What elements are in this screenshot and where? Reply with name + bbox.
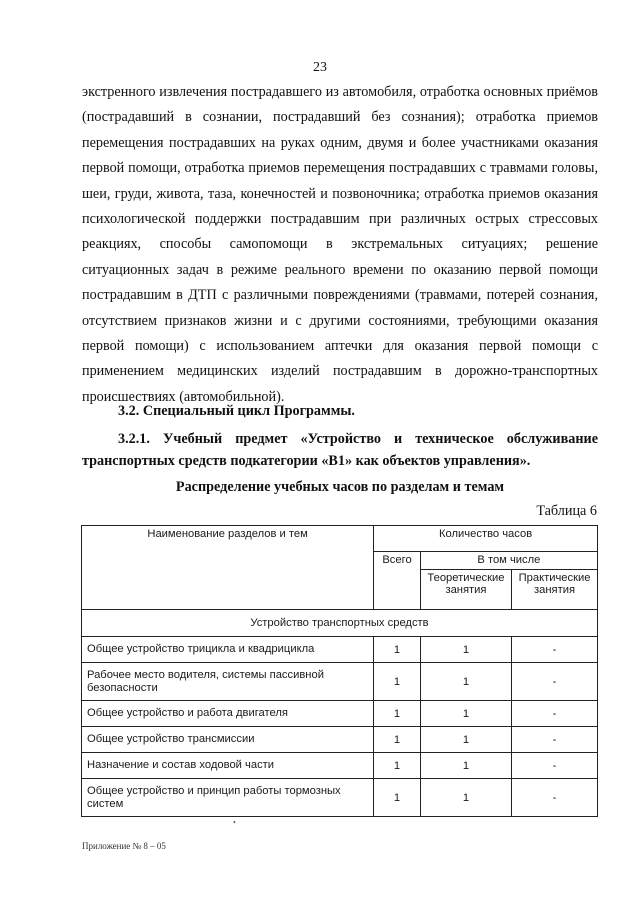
section-heading: 3.2. Специальный цикл Программы. [118,403,355,419]
row-practice: - [512,779,598,817]
row-practice: - [512,753,598,779]
page-number: 23 [313,60,327,75]
row-theory: 1 [420,779,511,817]
row-name: Общее устройство трицикла и квадрицикла [82,637,374,663]
row-theory: 1 [420,727,511,753]
body-paragraph: экстренного извлечения пострадавшего из автомобиля, отработка основных приёмов (пострадавший в сознании, пострадавший без сознания); отработка приемов перемещения пострадавших на руках одним, двумя и более участниками оказания первой помощи, отработка приемов перемещения пострадавших с травмами головы, шеи, груди, живота, таза, конечностей и позвоночника; отработка приемов оказания психологической поддержки пострадавшим при различных острых стрессовых реакциях, способы самопомощи в экстремальных ситуациях; решение ситуационных задач в режиме реального времени по оказанию первой помощи пострадавшим в ДТП с различными повреждениями (травмами, потерей сознания, отсутствием признаков жизни и с другими состояниями, требующими оказания первой помощи) с использованием аптечки для оказания первой помощи с применением медицинских изделий пострадавшим в дорожно-транспортных происшествиях (автомобильной). [82,84,598,405]
row-practice: - [512,727,598,753]
row-name: Общее устройство трансмиссии [82,727,374,753]
row-theory: 1 [420,663,511,701]
row-total: 1 [374,701,421,727]
header-quantity: Количество часов [374,526,598,552]
row-practice: - [512,637,598,663]
row-practice: - [512,701,598,727]
header-total: Всего [374,552,421,610]
row-theory: 1 [420,701,511,727]
header-practice: Практические занятия [512,570,598,610]
row-total: 1 [374,663,421,701]
row-total: 1 [374,779,421,817]
row-name: Рабочее место водителя, системы пассивной безопасности [82,663,374,701]
row-name: Назначение и состав ходовой части [82,753,374,779]
table-row [82,753,598,779]
hours-table [81,525,598,817]
table-row [82,779,598,817]
page-footer: Приложение № 8 – 05 [82,841,166,851]
row-practice: - [512,663,598,701]
table-title: Распределение учебных часов по разделам и темам [175,479,505,495]
row-total: 1 [374,727,421,753]
table-caption: Таблица 6 [536,503,597,519]
header-name: Наименование разделов и тем [82,526,374,610]
table-row [82,701,598,727]
header-theory: Теоретические занятия [420,570,511,610]
row-total: 1 [374,637,421,663]
table-row [82,727,598,753]
table-row [82,637,598,663]
subject-heading: 3.2.1. Учебный предмет «Устройство и техническое обслуживание транспортных средств подкатегории «В1» как объектов управления». [82,431,598,469]
row-total: 1 [374,753,421,779]
table-row [82,663,598,701]
scan-mark: • [233,818,236,827]
row-theory: 1 [420,637,511,663]
row-name: Общее устройство и принцип работы тормозных систем [82,779,374,817]
header-including: В том числе [420,552,597,570]
row-name: Общее устройство и работа двигателя [82,701,374,727]
section-row: Устройство транспортных средств [82,610,598,637]
row-theory: 1 [420,753,511,779]
